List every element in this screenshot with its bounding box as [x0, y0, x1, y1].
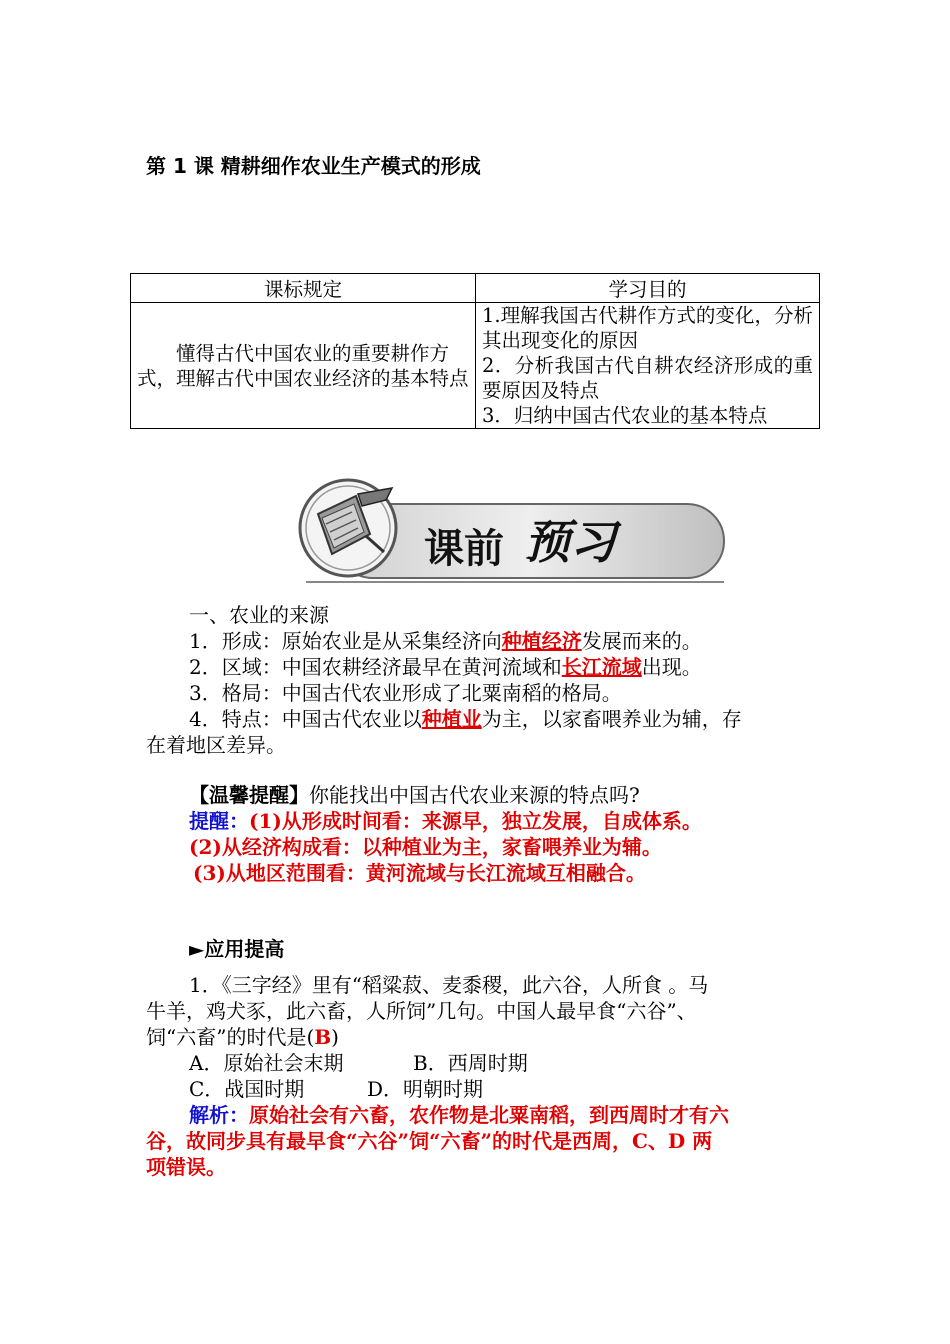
option-d: D．明朝时期	[367, 1077, 484, 1101]
book-pen-icon	[300, 480, 396, 576]
tip-answer-2: (2)从经济构成看：以种植业为主，家畜喂养业为辅。	[189, 835, 662, 859]
banner-title-part1: 课前	[424, 525, 504, 572]
preview-banner	[296, 474, 726, 586]
analysis-line-2: 谷，故同步具有最早食“六谷”饲“六畜”的时代是西周，C、D 两	[146, 1129, 713, 1153]
question-line-1: 1．《三字经》里有“稻粱菽、麦黍稷，此六谷，人所食 。马	[189, 973, 709, 997]
tip-answer-3: (3)从地区范围看：黄河流域与长江流域互相融合。	[193, 861, 646, 885]
curriculum-table	[130, 273, 820, 429]
analysis-line-1: 解析：原始社会有六畜，农作物是北粟南稻，到西周时才有六	[189, 1103, 729, 1127]
goal-item: 3．归纳中国古代农业的基本特点	[482, 404, 768, 427]
apply-heading: ►应用提高	[189, 937, 285, 961]
banner-title-part2: 预习	[524, 515, 616, 569]
tip-question: 【温馨提醒】你能找出中国古代农业来源的特点吗?	[189, 783, 640, 807]
question-line-3: 饲“六畜”的时代是(B)	[146, 1025, 339, 1049]
option-a: A．原始社会末期	[189, 1051, 344, 1075]
item-feature: 4．特点：中国古代农业以种植业为主，以家畜喂养业为辅，存	[189, 707, 742, 731]
question-answer: B	[314, 1025, 332, 1049]
standard-text: 懂得古代中国农业的重要耕作方式，理解古代中国农业经济的基本特点	[131, 303, 476, 429]
table-header-standard: 课标规定	[131, 274, 476, 303]
section1-heading: 一、农业的来源	[189, 603, 329, 627]
item-pattern: 3．格局：中国古代农业形成了北粟南稻的格局。	[189, 681, 622, 705]
question-line-2: 牛羊，鸡犬豕，此六畜，人所饲”几句。中国人最早食“六谷”、	[146, 999, 697, 1023]
page-title: 第 1 课 精耕细作农业生产模式的形成	[146, 154, 481, 178]
tip-answer-1: 提醒：(1)从形成时间看：来源早，独立发展，自成体系。	[189, 809, 702, 833]
goal-item: 2．分析我国古代自耕农经济形成的重要原因及特点	[482, 354, 813, 402]
goals-cell	[476, 303, 820, 429]
option-b: B．西周时期	[413, 1051, 528, 1075]
item-feature-cont: 在着地区差异。	[146, 733, 286, 757]
item-region: 2．区域：中国农耕经济最早在黄河流域和长江流域出现。	[189, 655, 702, 679]
table-header-goals: 学习目的	[476, 274, 820, 303]
goal-item: 1.理解我国古代耕作方式的变化，分析其出现变化的原因	[482, 304, 813, 352]
item-formation: 1．形成：原始农业是从采集经济向种植经济发展而来的。	[189, 629, 702, 653]
option-c: C．战国时期	[189, 1077, 305, 1101]
analysis-line-3: 项错误。	[146, 1155, 226, 1179]
